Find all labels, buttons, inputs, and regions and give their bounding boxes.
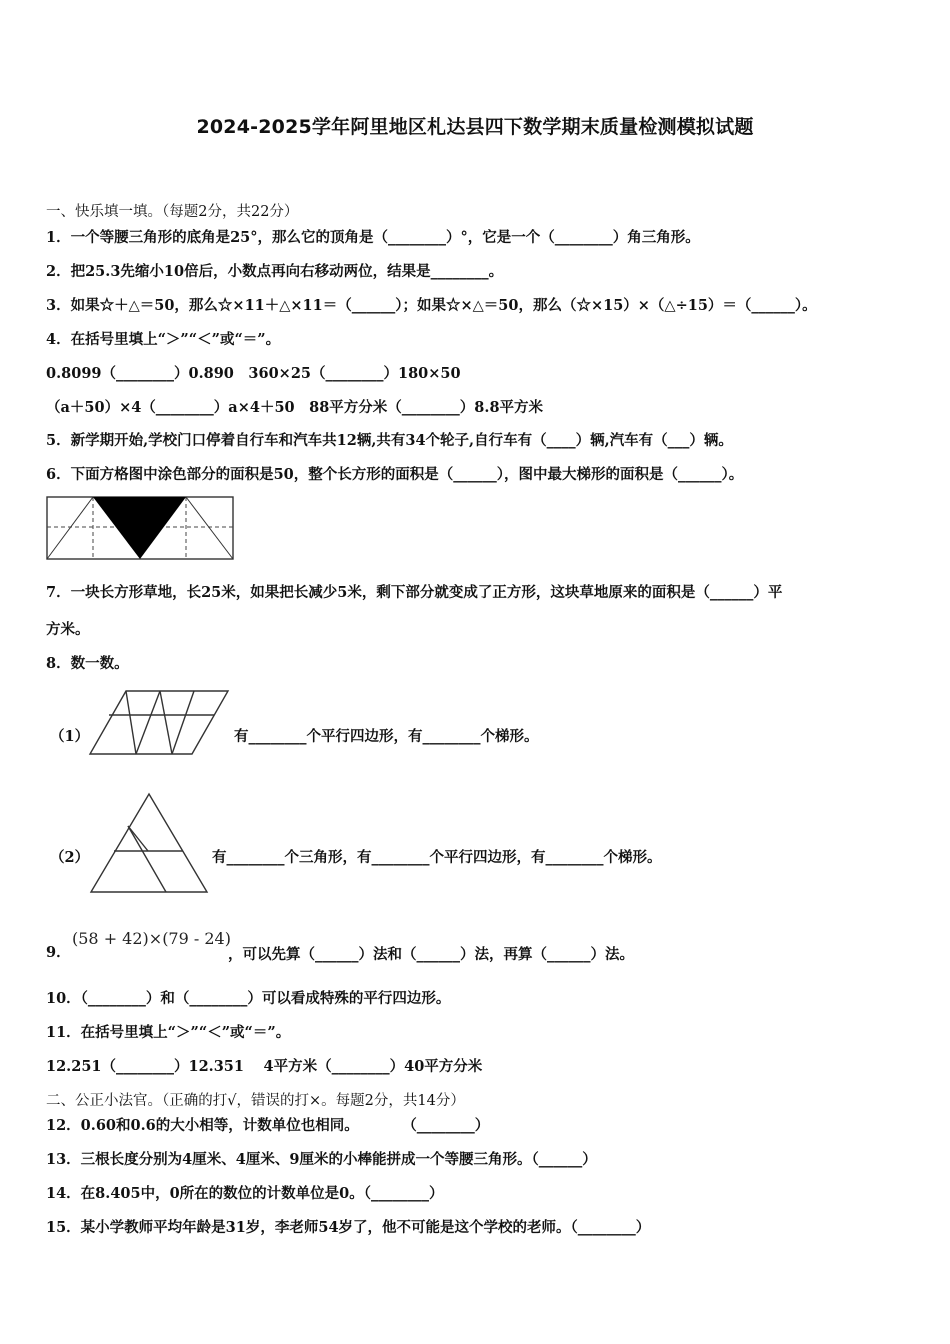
question-7-line-2: 方米。: [46, 621, 90, 638]
q8-1-parallelogram-figure: [88, 690, 230, 756]
question-15: 15．某小学教师平均年龄是31岁，李老师54岁了，他不可能是这个学校的老师。（________）: [46, 1219, 651, 1236]
question-1: 1．一个等腰三角形的底角是25°，那么它的顶角是（________）°，它是一个（________）角三角形。: [46, 229, 700, 246]
q8-2-label: （2）: [50, 849, 90, 866]
question-3: 3．如果☆＋△＝50，那么☆×11＋△×11＝（______）；如果☆×△＝50，那么（☆×15）×（△÷15）＝（______）。: [46, 297, 817, 314]
question-12: 12．0.60和0.6的大小相等，计数单位也相同。 （________）: [46, 1117, 490, 1134]
question-11: 11．在括号里填上“＞”“＜”或“＝”。: [46, 1024, 291, 1041]
question-14: 14．在8.405中，0所在的数位的计数单位是0。（________）: [46, 1185, 444, 1202]
question-10: 10．（________）和（________）可以看成特殊的平行四边形。: [46, 990, 451, 1007]
question-6: 6．下面方格图中涂色部分的面积是50，整个长方形的面积是（______），图中最大梯形的面积是（______）。: [46, 466, 744, 483]
question-5: 5．新学期开始,学校门口停着自行车和汽车共12辆,共有34个轮子,自行车有（____）辆,汽车有（___）辆。: [46, 432, 733, 449]
question-2: 2．把25.3先缩小10倍后，小数点再向右移动两位，结果是________。: [46, 263, 504, 280]
section1-heading: 一、快乐填一填。（每题2分，共22分）: [46, 204, 299, 220]
q8-1-label: （1）: [50, 728, 90, 745]
q6-grid-figure: [46, 496, 234, 560]
question-11-row: 12.251（________）12.351 4平方米（________）40平方分米: [46, 1058, 483, 1075]
question-9-text: ，可以先算（______）法和（______）法，再算（______）法。: [228, 946, 634, 963]
question-4-row-2: （a＋50）×4（________）a×4＋50 88平方分米（________）8.8平方米: [46, 399, 544, 416]
question-9-number: 9．: [46, 944, 71, 961]
question-13: 13．三根长度分别为4厘米、4厘米、9厘米的小棒能拼成一个等腰三角形。（______）: [46, 1151, 597, 1168]
q8-1-text: 有________个平行四边形，有________个梯形。: [234, 728, 539, 745]
q9-expression: (58 + 42)×(79 - 24): [72, 929, 231, 948]
question-4: 4．在括号里填上“＞”“＜”或“＝”。: [46, 331, 281, 348]
q8-2-triangle-figure: [88, 792, 210, 894]
section2-heading: 二、公正小法官。（正确的打√，错误的打×。每题2分，共14分）: [46, 1093, 465, 1109]
page-title: 2024-2025学年阿里地区札达县四下数学期末质量检测模拟试题: [196, 116, 754, 138]
question-4-row-1: 0.8099（________）0.890 360×25（________）180×50: [46, 365, 461, 382]
question-8: 8．数一数。: [46, 655, 129, 672]
question-7-line-1: 7．一块长方形草地，长25米，如果把长减少5米，剩下部分就变成了正方形，这块草地原来的面积是（______）平: [46, 584, 783, 601]
q8-2-text: 有________个三角形，有________个平行四边形，有________个梯形。: [212, 849, 662, 866]
